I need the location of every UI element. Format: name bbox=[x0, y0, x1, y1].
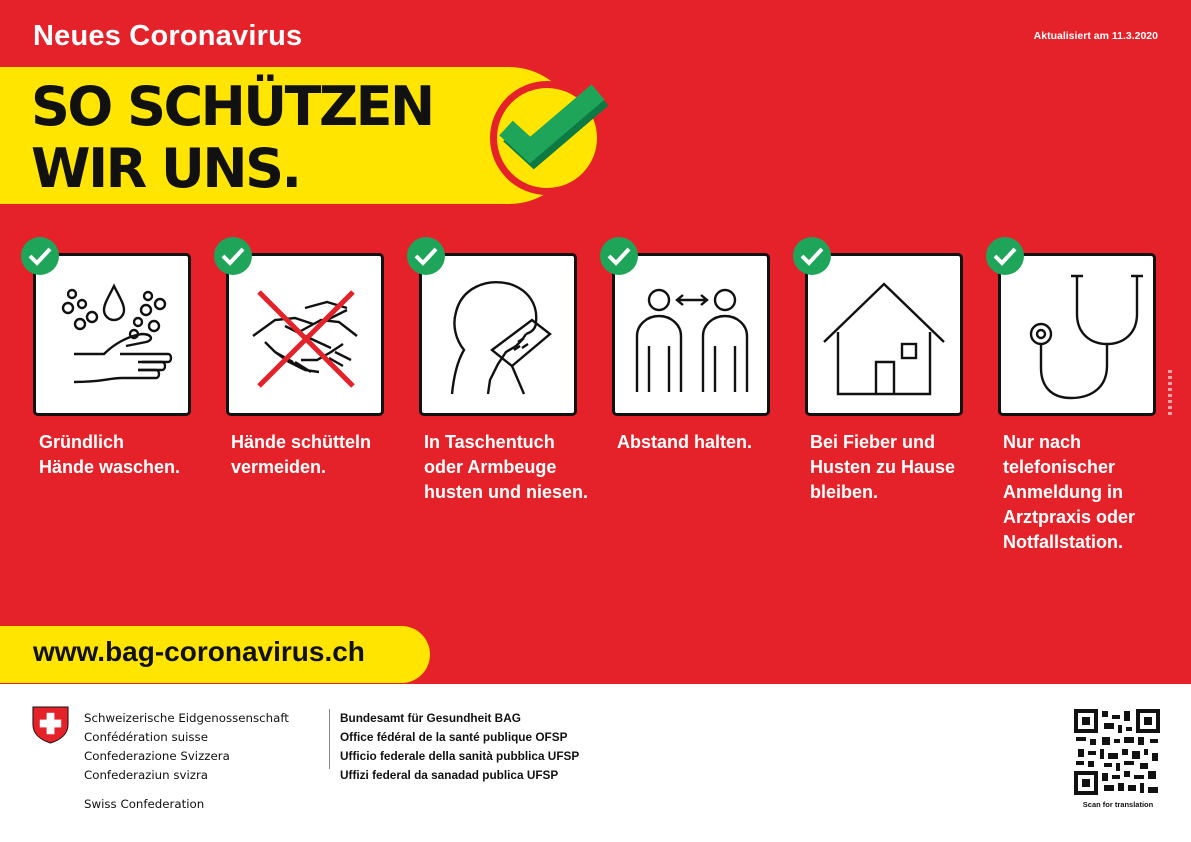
check-badge-icon bbox=[985, 236, 1025, 276]
check-badge-icon bbox=[599, 236, 639, 276]
hand-washing-icon bbox=[42, 262, 182, 407]
confederation-de: Schweizerische Eidgenossenschaft bbox=[84, 711, 289, 725]
caption-3: In Taschentuch oder Armbeuge husten und niesen. bbox=[424, 432, 589, 502]
measure-card-6 bbox=[998, 253, 1156, 416]
swiss-confederation: Swiss Confederation bbox=[84, 797, 205, 811]
cough-into-elbow-icon bbox=[428, 262, 568, 407]
measure-card-4 bbox=[612, 253, 770, 416]
stay-home-icon bbox=[814, 262, 954, 407]
confederation-fr: Confédération suisse bbox=[84, 730, 208, 744]
no-handshake-icon bbox=[235, 262, 375, 407]
headline bbox=[31, 76, 433, 200]
caption-2: Hände schütteln vermeiden. bbox=[231, 432, 372, 477]
headline-line-1: SO SCHÜTZEN bbox=[31, 75, 433, 138]
measure-card-1 bbox=[33, 253, 191, 416]
confederation-rm: Confederaziun svizra bbox=[84, 768, 209, 782]
confederation-it: Confederazione Svizzera bbox=[84, 749, 230, 763]
swiss-coat-of-arms-icon bbox=[31, 705, 70, 744]
check-badge-icon bbox=[792, 236, 832, 276]
caption-6: Nur nach telefonischer Anmeldung in Arztpraxis oder Notfallstation. bbox=[1003, 432, 1136, 552]
website-link[interactable]: www.bag-coronavirus.ch bbox=[33, 636, 365, 667]
check-badge-icon bbox=[213, 236, 253, 276]
measure-card-3 bbox=[419, 253, 577, 416]
office-de: Bundesamt für Gesundheit BAG bbox=[340, 711, 521, 725]
footer-divider bbox=[329, 709, 330, 769]
stethoscope-icon bbox=[1007, 262, 1147, 407]
keep-distance-icon bbox=[621, 262, 761, 407]
confederation-names bbox=[84, 709, 289, 785]
caption-1: Gründlich Hände waschen. bbox=[39, 432, 181, 477]
headline-line-2: WIR UNS. bbox=[31, 137, 300, 200]
office-names bbox=[340, 709, 579, 785]
kicker-title: Neues Coronavirus bbox=[33, 20, 303, 52]
measure-card-2 bbox=[226, 253, 384, 416]
check-badge-icon bbox=[20, 236, 60, 276]
updated-date: Aktualisiert am 11.3.2020 bbox=[1033, 30, 1158, 42]
office-rm: Uffizi federal da sanadad publica UFSP bbox=[340, 768, 559, 782]
print-code-mark bbox=[1168, 370, 1172, 416]
qr-code-icon[interactable] bbox=[1074, 709, 1160, 795]
caption-4: Abstand halten. bbox=[617, 432, 753, 452]
office-it: Ufficio federale della sanità pubblica UFSP bbox=[340, 749, 580, 763]
measure-card-5 bbox=[805, 253, 963, 416]
check-badge-icon bbox=[406, 236, 446, 276]
big-checkmark-icon bbox=[484, 76, 616, 196]
caption-5: Bei Fieber und Husten zu Hause bleiben. bbox=[810, 432, 956, 502]
scan-label: Scan for translation bbox=[1082, 800, 1154, 809]
office-fr: Office fédéral de la santé publique OFSP bbox=[340, 730, 568, 744]
